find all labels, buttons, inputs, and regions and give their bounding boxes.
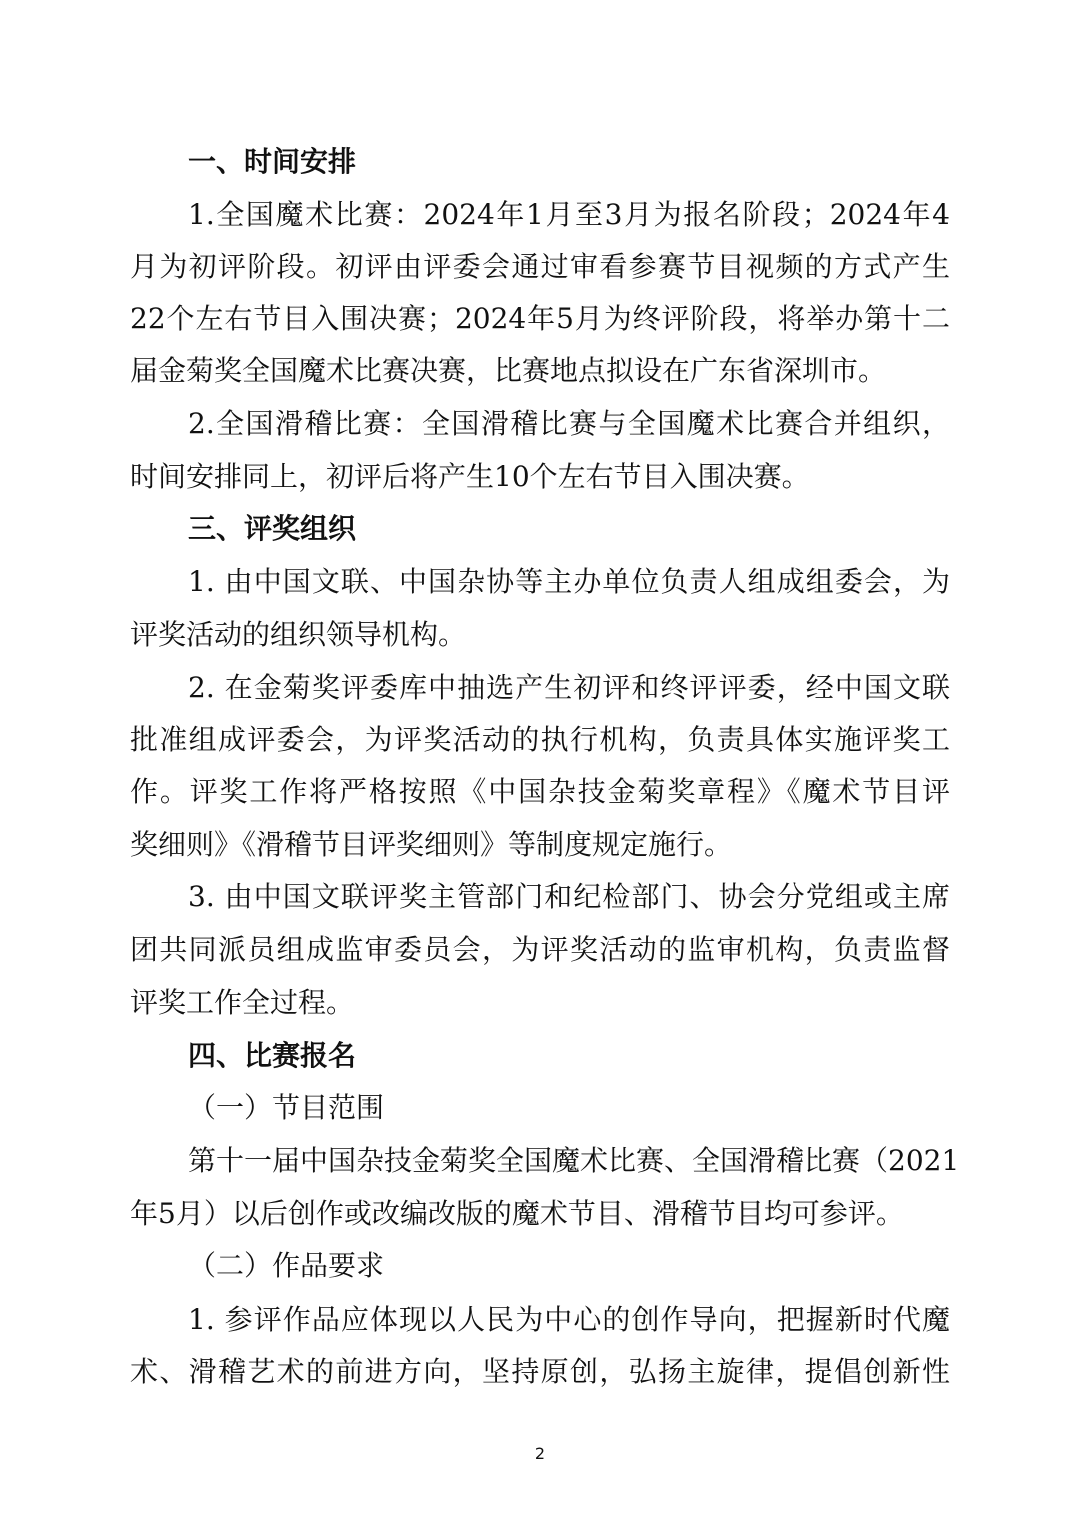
paragraph-line: 1. 由中国文联、中国杂协等主办单位负责人组成组委会，为 — [188, 565, 950, 598]
page-number: 2 — [534, 1444, 546, 1463]
paragraph-line: 评奖工作全过程。 — [130, 986, 355, 1019]
section-heading-org: 三、评奖组织 — [188, 512, 357, 545]
paragraph-line: 1. 参评作品应体现以人民为中心的创作导向，把握新时代魔 — [188, 1303, 950, 1336]
paragraph-line: 月为初评阶段。初评由评委会通过审看参赛节目视频的方式产生 — [130, 250, 950, 283]
paragraph-line: 1.全国魔术比赛：2024年1月至3月为报名阶段；2024年4 — [188, 198, 950, 231]
paragraph-line: 2.全国滑稽比赛：全国滑稽比赛与全国魔术比赛合并组织， — [188, 407, 950, 440]
paragraph-line: 年5月）以后创作或改编改版的魔术节目、滑稽节目均可参评。 — [130, 1197, 904, 1230]
subsection-heading-requirements: （二）作品要求 — [188, 1249, 385, 1282]
paragraph-line: 3. 由中国文联评奖主管部门和纪检部门、协会分党组或主席 — [188, 880, 950, 913]
paragraph-line: 届金菊奖全国魔术比赛决赛，比赛地点拟设在广东省深圳市。 — [130, 354, 887, 387]
section-heading-signup: 四、比赛报名 — [188, 1039, 357, 1072]
paragraph-line: 奖细则》《滑稽节目评奖细则》等制度规定施行。 — [130, 828, 733, 861]
paragraph-line: 评奖活动的组织领导机构。 — [130, 618, 467, 651]
section-heading-time: 一、时间安排 — [188, 145, 357, 178]
paragraph-line: 22个左右节目入围决赛；2024年5月为终评阶段，将举办第十二 — [130, 302, 950, 335]
paragraph-line: 批准组成评委会，为评奖活动的执行机构，负责具体实施评奖工 — [130, 723, 950, 756]
paragraph-line: 第十一届中国杂技金菊奖全国魔术比赛、全国滑稽比赛（2021 — [188, 1144, 960, 1177]
paragraph-line: 术、滑稽艺术的前进方向，坚持原创，弘扬主旋律，提倡创新性 — [130, 1355, 950, 1388]
paragraph-line: 2. 在金菊奖评委库中抽选产生初评和终评评委，经中国文联 — [188, 671, 950, 704]
paragraph-line: 时间安排同上，初评后将产生10个左右节目入围决赛。 — [130, 460, 810, 493]
subsection-heading-scope: （一）节目范围 — [188, 1091, 385, 1124]
paragraph-line: 作。评奖工作将严格按照《中国杂技金菊奖章程》《魔术节目评 — [130, 775, 950, 808]
paragraph-line: 团共同派员组成监审委员会，为评奖活动的监审机构，负责监督 — [130, 933, 950, 966]
